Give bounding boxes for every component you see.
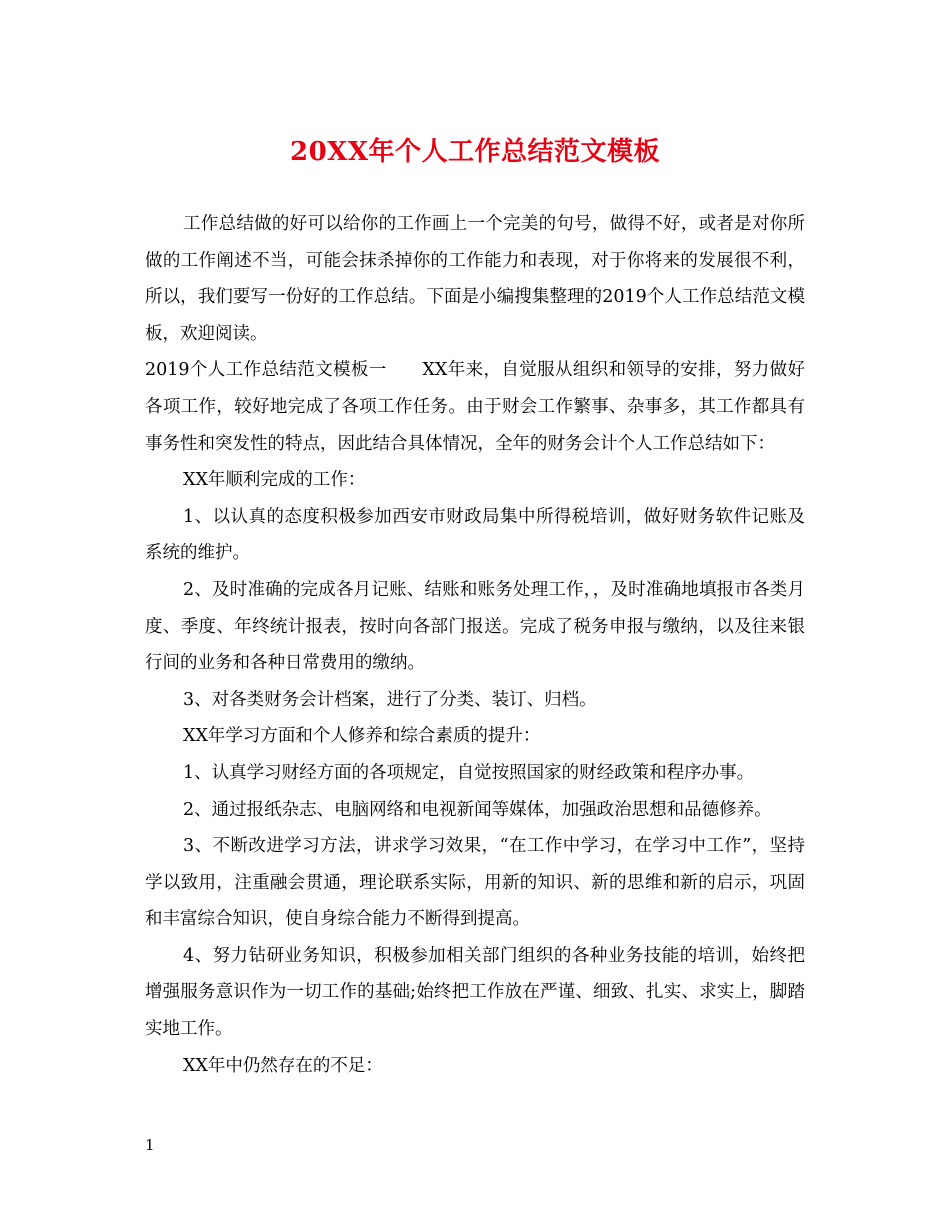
document-body	[145, 206, 805, 1084]
body-paragraph: 工作总结做的好可以给你的工作画上一个完美的句号，做得不好，或者是对你所做的工作阐述不当，可能会抹杀掉你的工作能力和表现，对于你将来的发展很不利，所以，我们要写一份好的工作总结。下面是小编搜集整理的2019个人工作总结范文模板，欢迎阅读。	[145, 214, 805, 344]
body-paragraph: XX年学习方面和个人修养和综合素质的提升：	[183, 726, 541, 747]
page-number: 1	[145, 1136, 155, 1154]
document-title: 20XX年个人工作总结范文模板	[289, 137, 661, 167]
body-paragraph: 4、努力钻研业务知识，积极参加相关部门组织的各种业务技能的培训，始终把增强服务意识作为一切工作的基础;始终把工作放在严谨、细致、扎实、求实上，脚踏实地工作。	[145, 945, 805, 1040]
body-paragraph: 3、不断改进学习方法，讲求学习效果，“在工作中学习，在学习中工作”，坚持学以致用，注重融会贯通，理论联系实际，用新的知识、新的思维和新的启示，巩固和丰富综合知识，使自身综合能力不断得到提高。	[145, 836, 805, 930]
body-paragraph: XX年中仍然存在的不足：	[183, 1055, 383, 1076]
body-paragraph: 2、通过报纸杂志、电脑网络和电视新闻等媒体，加强政治思想和品德修养。	[183, 799, 772, 820]
body-paragraph: 2019个人工作总结范文模板一 XX年来，自觉服从组织和领导的安排，努力做好各项工作，较好地完成了各项工作任务。由于财会工作繁事、杂事多，其工作都具有事务性和突发性的特点，因此结合具体情况，全年的财务会计个人工作总结如下：	[145, 360, 805, 454]
body-paragraph: 1、认真学习财经方面的各项规定，自觉按照国家的财经政策和程序办事。	[183, 762, 755, 783]
body-paragraph: XX年顺利完成的工作：	[183, 470, 366, 491]
body-paragraph: 3、对各类财务会计档案，进行了分类、装订、归档。	[183, 689, 597, 710]
body-paragraph: 2、及时准确的完成各月记账、结账和账务处理工作，，及时准确地填报市各类月度、季度、年终统计报表，按时向各部门报送。完成了税务申报与缴纳，以及往来银行间的业务和各种日常费用的缴纳。	[145, 579, 805, 674]
body-paragraph: 1、以认真的态度积极参加西安市财政局集中所得税培训，做好财务软件记账及系统的维护。	[145, 506, 805, 564]
